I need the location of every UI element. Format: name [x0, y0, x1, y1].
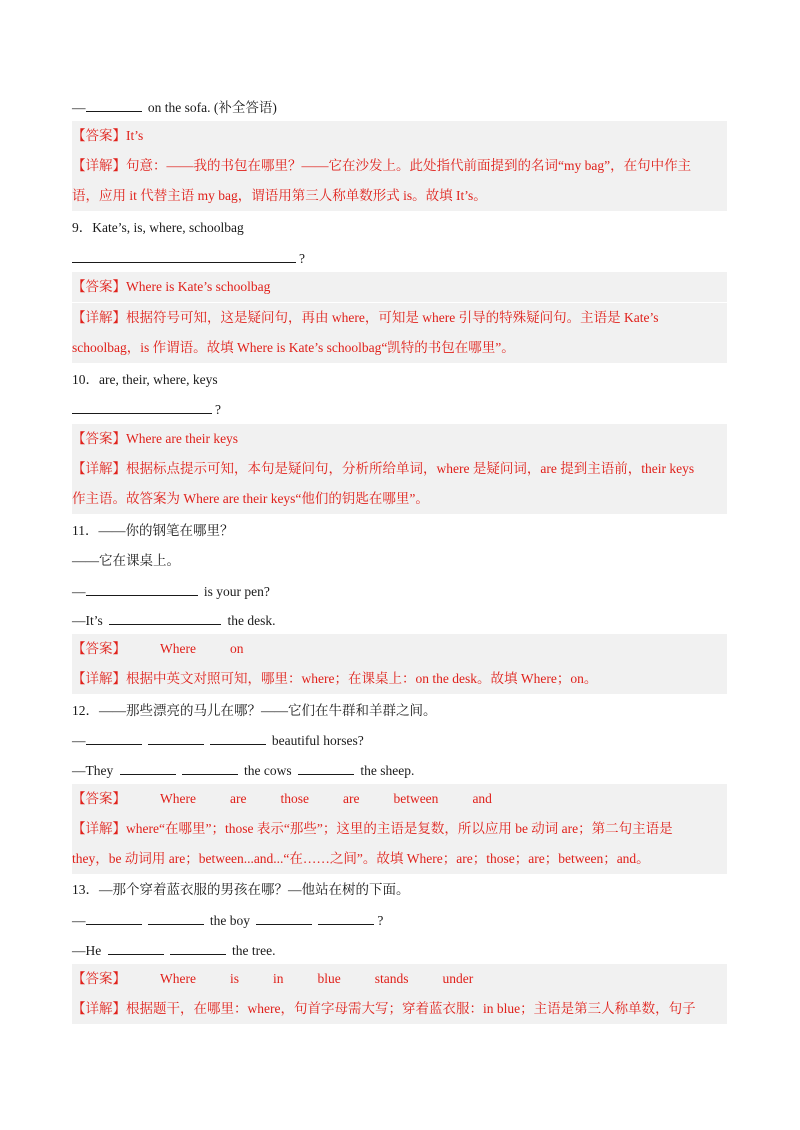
q10-answer: 【答案】Where are their keys — [72, 424, 727, 454]
answer-blank[interactable] — [86, 910, 142, 925]
q11-prompt: 11．——你的钢笔在哪里？ — [72, 523, 234, 538]
answer-blank[interactable] — [109, 610, 221, 625]
answer-blank[interactable] — [108, 940, 164, 955]
answer-blank[interactable] — [170, 940, 226, 955]
answer-blank[interactable] — [72, 399, 212, 414]
q8-prompt: — on the sofa. (补全答语) — [72, 97, 277, 118]
answer-blank[interactable] — [72, 248, 296, 263]
q8-answer: 【答案】It’s — [72, 121, 727, 151]
q13-line-2: — the boy ? — [72, 910, 383, 931]
answer-blank[interactable] — [318, 910, 374, 925]
q11-prompt-2: ——它在课桌上。 — [72, 553, 180, 568]
q11-answer: 【答案】 Where on — [72, 634, 727, 664]
q11-line-3: — is your pen? — [72, 581, 270, 602]
q8-detail: 【详解】句意：——我的书包在哪里？——它在沙发上。此处指代前面提到的名词“my bag”，在句中作主 语，应用 it 代替主语 my bag，谓语用第三人称单数形式 is。故填 It’s。 — [72, 151, 727, 211]
q11-detail: 【详解】根据中英文对照可知，哪里：where；在课桌上：on the desk。故填 Where；on。 — [72, 664, 727, 694]
q10-prompt: 10．are, their, where, keys — [72, 372, 218, 387]
q10-detail: 【详解】根据标点提示可知，本句是疑问句，分析所给单词，where 是疑问词，are 提到主语前，their keys 作主语。故答案为 Where are their keys“他们的钥匙在哪里”。 — [72, 454, 727, 514]
answer-blank[interactable] — [120, 760, 176, 775]
answer-blank[interactable] — [210, 730, 266, 745]
q9-detail: 【详解】根据符号可知，这是疑问句，再由 where，可知是 where 引导的特殊疑问句。主语是 Kate’s schoolbag，is 作谓语。故填 Where is Kate’s schoolbag“凯特的书包在哪里”。 — [72, 303, 727, 363]
answer-blank[interactable] — [148, 910, 204, 925]
q13-detail: 【详解】根据题干，在哪里：where，句首字母需大写；穿着蓝衣服：in blue；主语是第三人称单数，句子 — [72, 994, 727, 1024]
q10-blank-line: ? — [72, 399, 221, 420]
answer-blank[interactable] — [182, 760, 238, 775]
q9-prompt: 9．Kate’s, is, where, schoolbag — [72, 220, 244, 235]
q12-detail: 【详解】where“在哪里”；those 表示“那些”；这里的主语是复数，所以应用 be 动词 are；第二句主语是 they，be 动词用 are；between...and...“在……之间”。故填 Where；are；those；are；between；and。 — [72, 814, 727, 874]
q9-answer: 【答案】Where is Kate’s schoolbag — [72, 272, 727, 302]
answer-blank[interactable] — [148, 730, 204, 745]
q11-line-4: —It’s the desk. — [72, 610, 276, 631]
answer-blank[interactable] — [86, 97, 142, 112]
q9-blank-line: ? — [72, 248, 305, 269]
answer-blank[interactable] — [256, 910, 312, 925]
q12-line-2: — beautiful horses? — [72, 730, 364, 751]
answer-blank[interactable] — [86, 581, 198, 596]
q13-prompt: 13．—那个穿着蓝衣服的男孩在哪？—他站在树的下面。 — [72, 882, 410, 897]
q12-line-3: —They the cows the sheep. — [72, 760, 414, 781]
answer-blank[interactable] — [86, 730, 142, 745]
q13-line-3: —He the tree. — [72, 940, 275, 961]
q12-answer: 【答案】 Where are those are between and — [72, 784, 727, 814]
q13-answer: 【答案】 Where is in blue stands under — [72, 964, 727, 994]
answer-blank[interactable] — [298, 760, 354, 775]
q12-prompt: 12．——那些漂亮的马儿在哪？——它们在牛群和羊群之间。 — [72, 703, 437, 718]
